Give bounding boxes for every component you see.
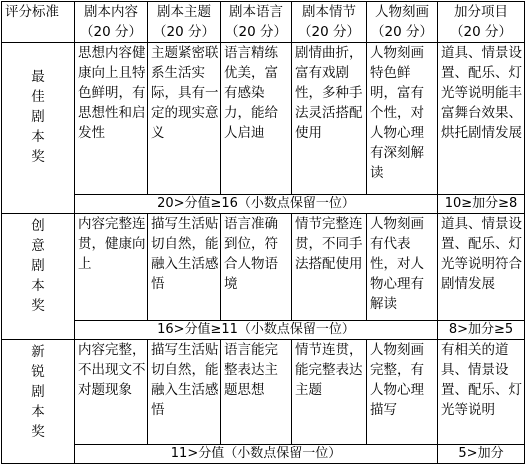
language-cell: 语言能完整表达主题思想 <box>221 340 292 445</box>
bonus-cell: 有相关的道具、情景设置、配乐、灯光等说明 <box>438 340 525 445</box>
character-cell: 人物刻画有代表性，对人物心理有解读 <box>367 214 438 321</box>
score-range: 16>分值≥11（小数点保留一位） <box>75 321 438 340</box>
language-cell: 语言精练优美，富有感染力，能给人启迪 <box>221 43 292 195</box>
award-category: 新 锐 剧 本 奖 <box>2 340 75 464</box>
plot-cell: 情节完整连贯，不同手法搭配使用 <box>292 214 367 321</box>
score-row <box>2 195 525 214</box>
header-row <box>2 2 525 43</box>
character-cell: 人物刻画特色鲜明，富有个性，对人物心理有深刻解读 <box>367 43 438 195</box>
award-category: 最 佳 剧 本 奖 <box>2 43 75 214</box>
award-category: 创 意 剧 本 奖 <box>2 214 75 340</box>
header-criteria: 评分标准 <box>2 2 75 43</box>
header-theme: 剧本主题 （20 分） <box>148 2 221 43</box>
bonus-cell: 道具、情景设置、配乐、灯光等说明符合剧情发展 <box>438 214 525 321</box>
plot-cell: 剧情曲折，富有戏剧性，多种手法灵活搭配使用 <box>292 43 367 195</box>
theme-cell: 描写生活贴切自然，能融入生活感悟 <box>148 340 221 445</box>
bonus-range: 10≥加分≥8 <box>438 195 525 214</box>
theme-cell: 主题紧密联系生活实际，具有一定的现实意义 <box>148 43 221 195</box>
plot-cell: 情节连贯，能完整表达主题 <box>292 340 367 445</box>
scoring-table <box>1 1 525 464</box>
table-row <box>2 340 525 445</box>
content-cell: 内容完整连贯，健康向上 <box>75 214 148 321</box>
score-row <box>2 321 525 340</box>
header-bonus: 加分项目 （20 分） <box>438 2 525 43</box>
score-row <box>2 445 525 464</box>
bonus-cell: 道具、情景设置、配乐、灯光等说明能丰富舞台效果、烘托剧情发展 <box>438 43 525 195</box>
content-cell: 思想内容健康向上且特色鲜明，有思想性和启发性 <box>75 43 148 195</box>
header-content: 剧本内容 （20 分） <box>75 2 148 43</box>
bonus-range: 5>加分 <box>438 445 525 464</box>
theme-cell: 描写生活贴切自然，能融入生活感悟 <box>148 214 221 321</box>
score-range: 11>分值（小数点保留一位） <box>75 445 438 464</box>
score-range: 20>分值≥16（小数点保留一位） <box>75 195 438 214</box>
table-row <box>2 214 525 321</box>
header-character: 人物刻画 （20 分） <box>367 2 438 43</box>
bonus-range: 8>加分≥5 <box>438 321 525 340</box>
content-cell: 内容完整，不出现文不对题现象 <box>75 340 148 445</box>
header-language: 剧本语言 （20 分） <box>221 2 292 43</box>
table-row <box>2 43 525 195</box>
character-cell: 人物刻画完整，有人物心理描写 <box>367 340 438 445</box>
language-cell: 语言准确到位，符合人物语境 <box>221 214 292 321</box>
header-plot: 剧本情节 （20 分） <box>292 2 367 43</box>
